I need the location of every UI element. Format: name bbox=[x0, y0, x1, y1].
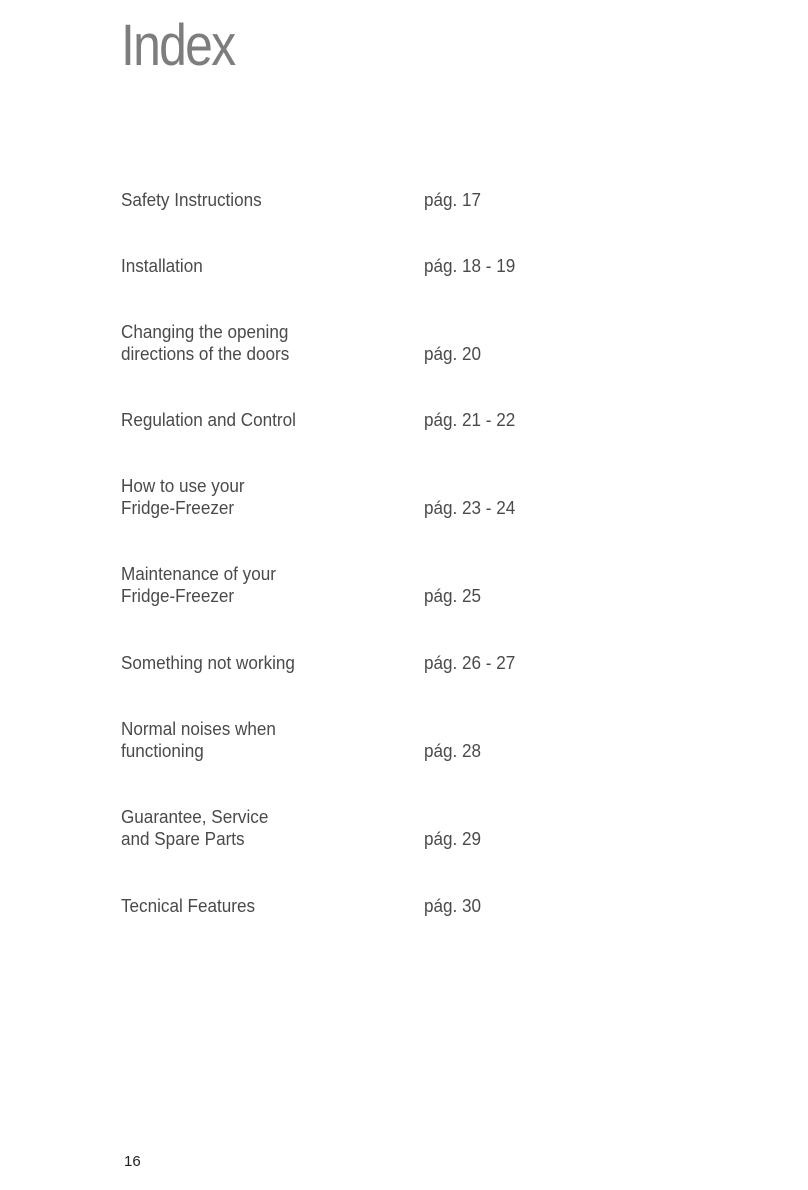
toc-entry-page: pág. 28 bbox=[424, 741, 482, 761]
toc-entry-page: pág. 30 bbox=[424, 896, 482, 916]
toc-entry-title-line: Fridge-Freezer bbox=[121, 586, 235, 606]
toc-entry-title-line: Maintenance of your bbox=[121, 564, 276, 584]
toc-entry-title-line: Guarantee, Service bbox=[121, 807, 269, 827]
toc-entry-title-line: Safety Instructions bbox=[121, 190, 262, 210]
toc-entry-title-line: and Spare Parts bbox=[121, 829, 245, 849]
toc-entry-how-to-use bbox=[121, 471, 641, 519]
toc-entry-title bbox=[121, 189, 397, 211]
toc-entry-page: pág. 18 - 19 bbox=[424, 256, 516, 276]
toc-entry-title-line: directions of the doors bbox=[121, 344, 290, 364]
toc-entry-title-line: Fridge-Freezer bbox=[121, 498, 235, 518]
page-number: 16 bbox=[124, 1153, 141, 1170]
toc-entry-something-not-working bbox=[121, 626, 641, 674]
toc-entry-page: pág. 25 bbox=[424, 586, 482, 606]
toc-entry-tecnical-features bbox=[121, 869, 641, 917]
toc-entry-guarantee bbox=[121, 802, 641, 850]
toc-entry-title-line: functioning bbox=[121, 741, 204, 761]
toc-entry-title bbox=[121, 806, 397, 850]
toc-entry-page: pág. 23 - 24 bbox=[424, 498, 516, 518]
toc-entry-title-line: How to use your bbox=[121, 476, 245, 496]
toc-entry-title-line: Changing the opening bbox=[121, 322, 289, 342]
toc-entry-page: pág. 21 - 22 bbox=[424, 410, 516, 430]
toc-entry-page: pág. 20 bbox=[424, 344, 482, 364]
toc-entry-title-line: Normal noises when bbox=[121, 719, 276, 739]
toc-entry-title bbox=[121, 321, 397, 365]
toc-entry-title bbox=[121, 255, 397, 277]
toc-entry-title bbox=[121, 895, 397, 917]
toc-entry-normal-noises bbox=[121, 714, 641, 762]
toc-entry-title bbox=[121, 718, 397, 762]
page-title: Index bbox=[121, 13, 235, 78]
toc-entry-title-line: Tecnical Features bbox=[121, 896, 256, 916]
toc-entry-title bbox=[121, 563, 397, 607]
toc-entry-title bbox=[121, 652, 397, 674]
toc-entry-maintenance bbox=[121, 559, 641, 607]
toc-entry-changing-doors bbox=[121, 317, 641, 365]
toc-entry-installation bbox=[121, 229, 641, 277]
toc-entry-title bbox=[121, 409, 397, 431]
toc-entry-page: pág. 29 bbox=[424, 829, 482, 849]
toc-entry-title-line: Something not working bbox=[121, 653, 295, 673]
toc-entry-page: pág. 26 - 27 bbox=[424, 653, 516, 673]
toc-entry-safety-instructions bbox=[121, 163, 641, 211]
toc-entry-title bbox=[121, 475, 397, 519]
toc-entry-regulation-control bbox=[121, 383, 641, 431]
toc-entry-title-line: Installation bbox=[121, 256, 203, 276]
toc-entry-page: pág. 17 bbox=[424, 190, 482, 210]
toc-entry-title-line: Regulation and Control bbox=[121, 410, 296, 430]
